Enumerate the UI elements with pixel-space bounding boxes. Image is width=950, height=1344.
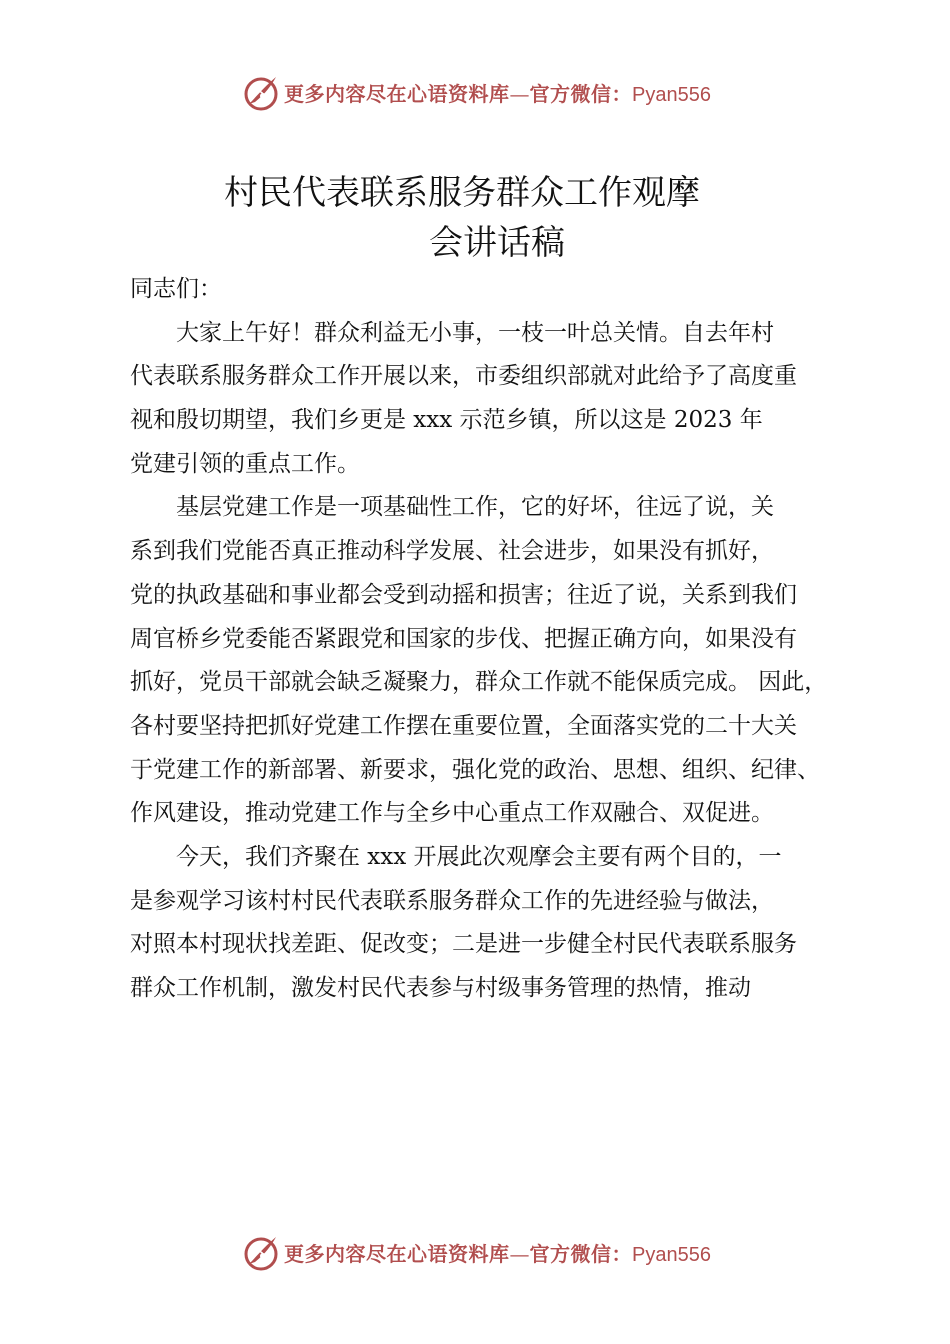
paragraph-line: 作风建设，推动党建工作与全乡中心重点工作双融合、双促进。 <box>130 800 774 827</box>
banner-text <box>284 1240 711 1269</box>
salutation: 同志们： <box>130 276 222 302</box>
paragraph-line: 党的执政基础和事业都会受到动摇和损害；往近了说，关系到我们 <box>130 581 797 608</box>
paragraph-2 <box>130 486 838 836</box>
banner-suffix: 官方微信： <box>529 1242 632 1266</box>
paragraph-line: 群众工作机制，激发村民代表参与村级事务管理的热情，推动 <box>130 975 751 1001</box>
banner-prefix: 更多内容尽在心语资料库 <box>284 1242 510 1266</box>
paragraph-line: 抓好，党员干部就会缺乏凝聚力，群众工作就不能保质完成。 因此， <box>130 669 828 696</box>
banner-prefix: 更多内容尽在心语资料库 <box>284 82 510 106</box>
paragraph-line: 各村要坚持把抓好党建工作摆在重要位置，全面落实党的二十大关 <box>130 712 797 739</box>
quill-pen-logo-icon <box>243 1234 279 1272</box>
quill-pen-logo-icon <box>243 74 279 112</box>
paragraph-3 <box>130 836 838 1011</box>
banner-wechat-id: Pyan556 <box>632 1244 711 1266</box>
paragraph-line: 周官桥乡党委能否紧跟党和国家的步伐、把握正确方向，如果没有 <box>130 625 797 652</box>
paragraph-line: 代表联系服务群众工作开展以来，市委组织部就对此给予了高度重 <box>130 363 797 390</box>
banner-wechat-id: Pyan556 <box>632 84 711 106</box>
banner-separator: — <box>509 1242 530 1266</box>
document-title <box>0 168 950 268</box>
paragraph-line: 今天，我们齐聚在 xxx 开展此次观摩会主要有两个目的，一 <box>130 843 782 870</box>
banner-text <box>284 80 711 109</box>
paragraph-line: 系到我们党能否真正推动科学发展、社会进步，如果没有抓好， <box>130 538 774 565</box>
footer-banner <box>0 1234 950 1274</box>
paragraph-line: 基层党建工作是一项基础性工作，它的好坏，往远了说，关 <box>130 494 774 521</box>
title-line-1: 村民代表联系服务群众工作观摩 <box>224 173 700 213</box>
banner-suffix: 官方微信： <box>529 82 632 106</box>
paragraph-1 <box>130 312 838 487</box>
header-banner <box>0 74 950 114</box>
paragraph-line: 视和殷切期望，我们乡更是 xxx 示范乡镇，所以这是 2023 年 <box>130 407 763 434</box>
title-line-2: 会讲话稿 <box>429 223 565 263</box>
paragraph-line: 是参观学习该村村民代表联系服务群众工作的先进经验与做法， <box>130 887 774 914</box>
paragraph-line: 大家上午好！群众利益无小事，一枝一叶总关情。自去年村 <box>130 319 774 346</box>
paragraph-line: 对照本村现状找差距、促改变；二是进一步健全村民代表联系服务 <box>130 931 797 958</box>
banner-separator: — <box>509 82 530 106</box>
paragraph-line: 党建引领的重点工作。 <box>130 450 360 477</box>
paragraph-line: 于党建工作的新部署、新要求，强化党的政治、思想、组织、纪律、 <box>130 756 820 783</box>
document-body <box>130 268 838 1011</box>
